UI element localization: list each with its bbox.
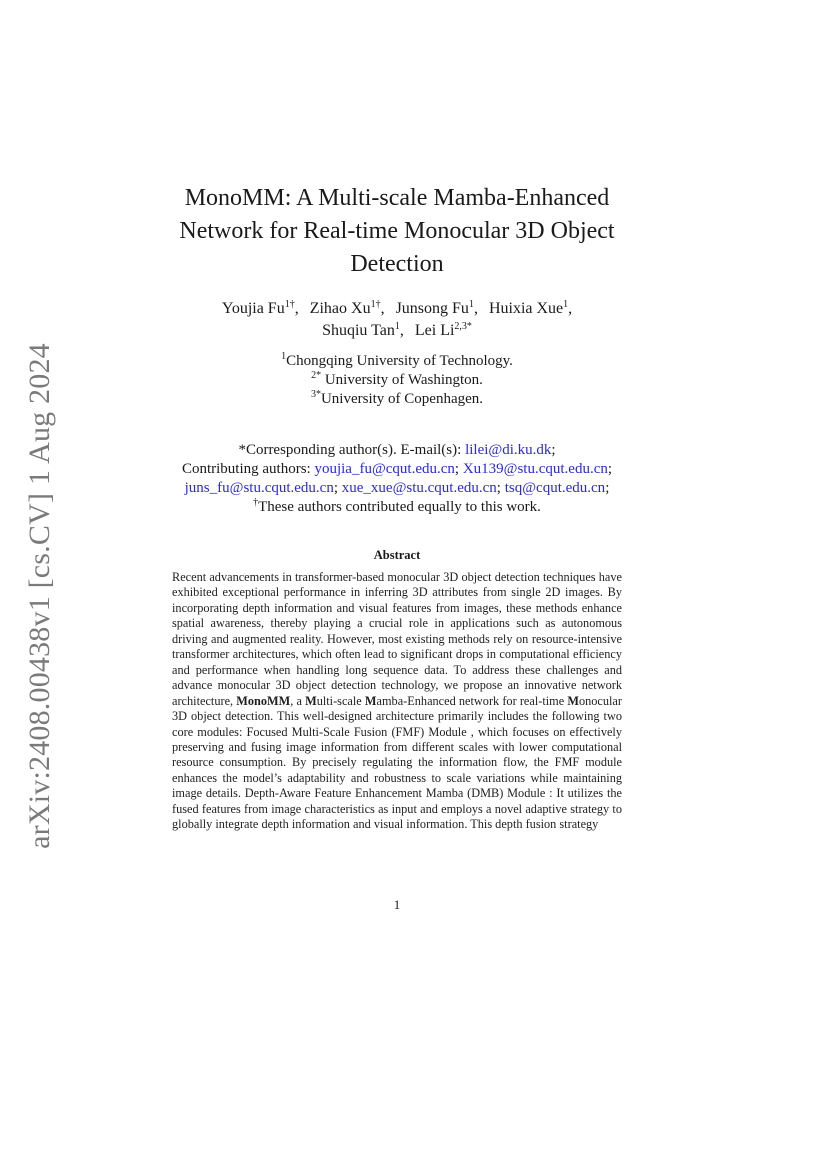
author-row-2 <box>150 320 644 342</box>
abstract-heading: Abstract <box>373 548 421 562</box>
author-list <box>150 298 644 342</box>
title-line-1: MonoMM: A Multi-scale Mamba-Enhanced <box>184 185 610 211</box>
email-link[interactable]: tsq@cqut.edu.cn <box>504 480 606 496</box>
title-line-2: Network for Real-time Monocular 3D Object <box>179 218 615 244</box>
paper-title <box>160 182 634 281</box>
title-line-3: Detection <box>350 251 444 277</box>
contact-block <box>140 441 654 517</box>
contributing-authors-line: juns_fu@stu.cqut.edu.cn; xue_xue@stu.cqut.edu.cn; tsq@cqut.edu.cn; <box>184 480 610 496</box>
equal-contribution-note: †These authors contributed equally to this work. <box>253 497 541 515</box>
abstract-text: Recent advancements in transformer-based monocular 3D object detection techniques have exhibited exceptional performance in inferring 3D attributes from single 2D images. By incorporating depth information and visual features from images, these methods enhance spatial awareness, thereby playing a crucial role in applications such as autonomous driving and augmented reality. However, most existing methods rely on resource-intensive transformer architectures, which often lead to significant drops in computational efficiency and performance when handling long sequence data. To address these challenges and advance monocular 3D object detection technology, we propose an innovative network architecture, MonoMM, a Multi-scale Mamba-Enhanced network for real-time Monocular 3D object detection. This well-designed architecture primarily includes the following two core modules: Focused Multi-Scale Fusion (FMF) Module , which focuses on effectively preserving and fusing image information from different scales with lower computational resource consumption. By precisely regulating the information flow, the FMF module enhances the model’s adaptability and robustness to scale variations while maintaining image details. Depth-Aware Feature Enhancement Mamba (DMB) Module : It utilizes the fused features from image characteristics as input and employs a novel adaptive strategy to globally integrate depth information and visual information. This depth fusion strategy <box>172 570 622 832</box>
author-name: Junsong Fu$^1$, <box>395 299 478 317</box>
email-link[interactable]: youjia_fu@cqut.edu.cn <box>314 461 455 477</box>
author-name: Youjia $Fu^{1\dagger}$, <box>221 299 299 317</box>
email-link[interactable]: juns_fu@stu.cqut.edu.cn <box>184 480 334 496</box>
arxiv-identifier-stamp <box>20 343 60 849</box>
contributing-authors-line: Contributing authors: youjia_fu@cqut.edu.cn; Xu139@stu.cqut.edu.cn; <box>181 461 613 477</box>
corresponding-author-line: *Corresponding author(s). E-mail(s): lilei@di.ku.dk; <box>238 442 556 458</box>
author-name: Lei $Li^{2,3*}$ <box>414 321 472 339</box>
email-link[interactable]: lilei@di.ku.dk <box>465 442 552 458</box>
affiliation-item: $^{3*}$University of Copenhagen. <box>310 389 484 407</box>
affiliation-item: $^{2*}$ University of Washington. <box>311 370 483 388</box>
author-name: Shuqiu Tan$^1$, <box>322 321 404 339</box>
email-link[interactable]: Xu139@stu.cqut.edu.cn <box>462 461 608 477</box>
author-name: Huixia Xue$^1$, <box>488 299 573 317</box>
author-name: Zihao $Xu^{1\dagger}$, <box>309 299 385 317</box>
author-row-1 <box>150 298 644 320</box>
arxiv-identifier-text: arXiv:2408.00438v1 [cs.CV] 1 Aug 2024 <box>23 343 57 849</box>
page-number: 1 <box>393 897 401 912</box>
affiliation-item: $^1$Chongqing University of Technology. <box>281 351 513 369</box>
affiliation-list <box>150 352 644 409</box>
email-link[interactable]: xue_xue@stu.cqut.edu.cn <box>341 480 497 496</box>
